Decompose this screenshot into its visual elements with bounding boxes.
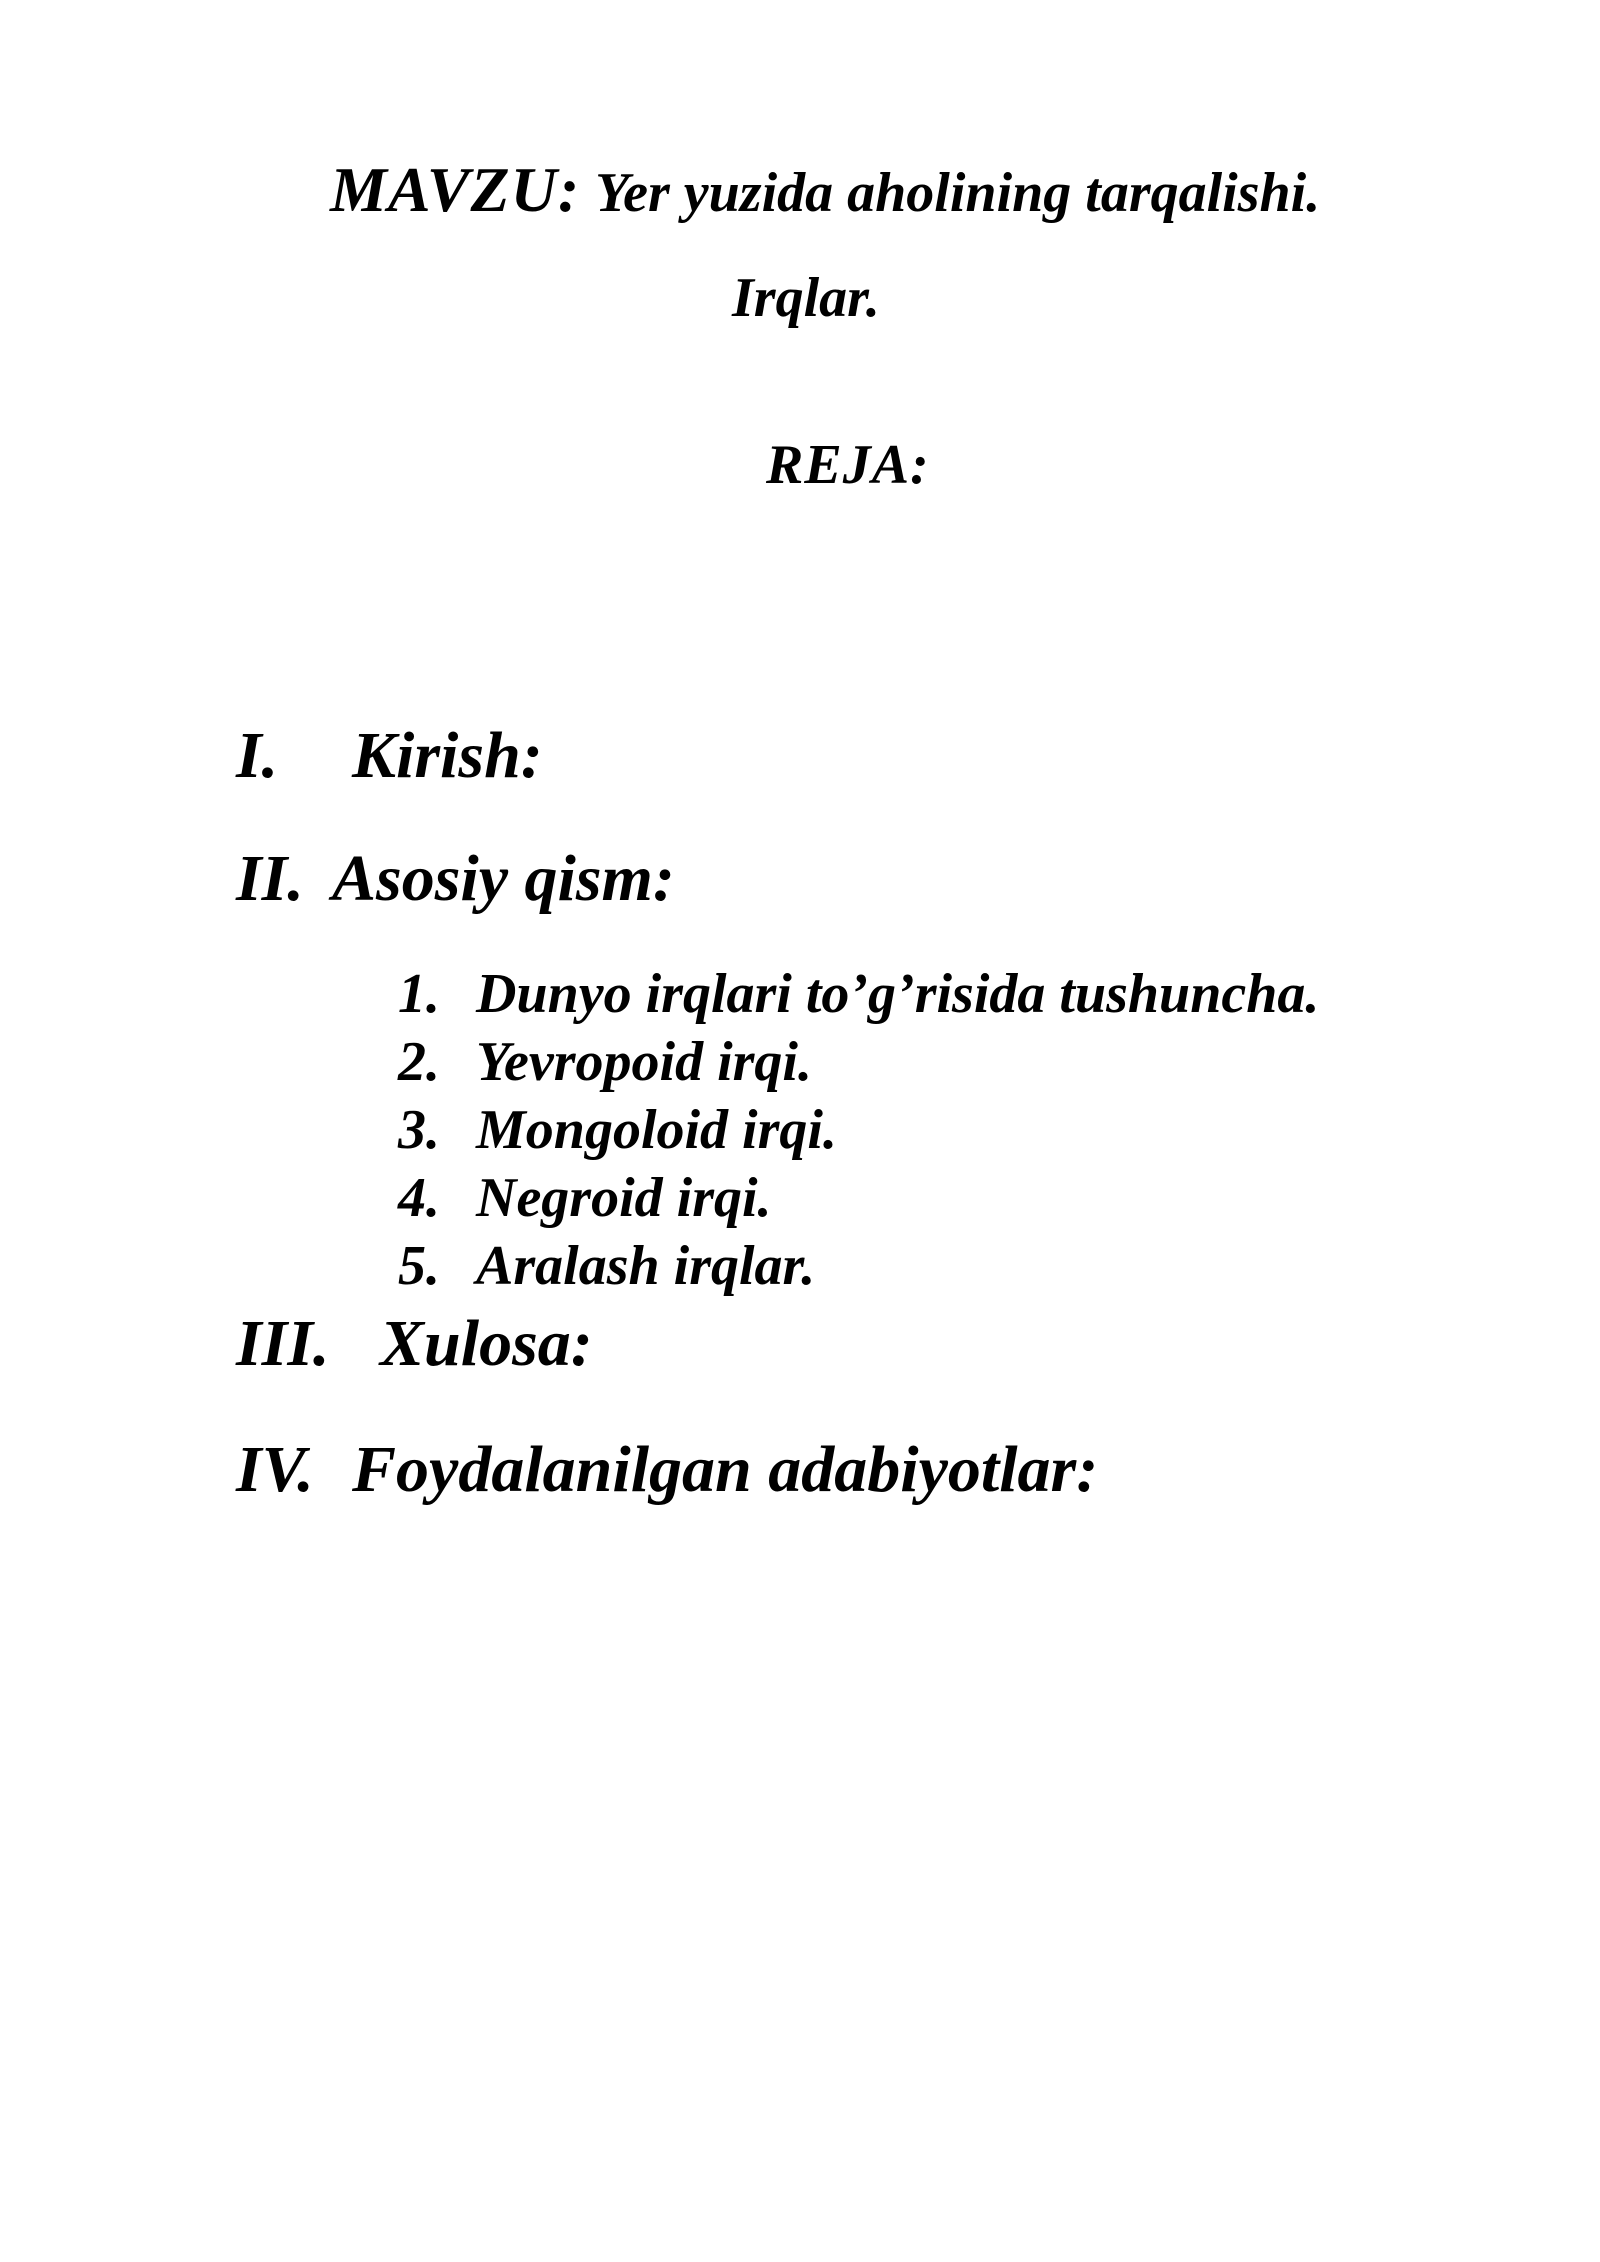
subitem-number: 4.: [398, 1167, 440, 1229]
section-item-references: [236, 1427, 1098, 1513]
subitem-label: Yevropoid irqi.: [476, 1031, 812, 1093]
section-number: III.: [236, 1307, 330, 1380]
subitem-number: 3.: [398, 1099, 440, 1161]
section-label: Xulosa:: [380, 1307, 593, 1380]
section-number: I.: [236, 719, 279, 792]
title-line: [330, 150, 1320, 233]
section-label: Foydalanilgan adabiyotlar:: [352, 1433, 1099, 1506]
subitem: [398, 1164, 772, 1232]
section-item-introduction: [236, 713, 543, 799]
subitem: [398, 1232, 815, 1300]
section-item-main-part: [236, 836, 675, 922]
section-number: II.: [236, 842, 304, 915]
subitem: [398, 960, 1319, 1028]
plan-heading: REJA:: [766, 434, 930, 496]
section-label: Kirish:: [352, 719, 543, 792]
topic-text-continued: Irqlar.: [732, 267, 880, 329]
subitem-label: Negroid irqi.: [476, 1167, 772, 1229]
subitem-label: Aralash irqlar.: [476, 1235, 816, 1297]
subitem-label: Dunyo irqlari to’g’risida tushuncha.: [476, 963, 1320, 1025]
section-label: Asosiy qism:: [332, 842, 675, 915]
subitem-number: 5.: [398, 1235, 440, 1297]
topic-text: Yer yuzida aholining tarqalishi.: [595, 162, 1321, 224]
section-item-conclusion: [236, 1301, 593, 1387]
subitem-number: 1.: [398, 963, 440, 1025]
subitem: [398, 1028, 812, 1096]
topic-label: MAVZU:: [330, 154, 581, 225]
subitem-number: 2.: [398, 1031, 440, 1093]
section-number: IV.: [236, 1433, 314, 1506]
subitem: [398, 1096, 837, 1164]
subitem-label: Mongoloid irqi.: [476, 1099, 837, 1161]
